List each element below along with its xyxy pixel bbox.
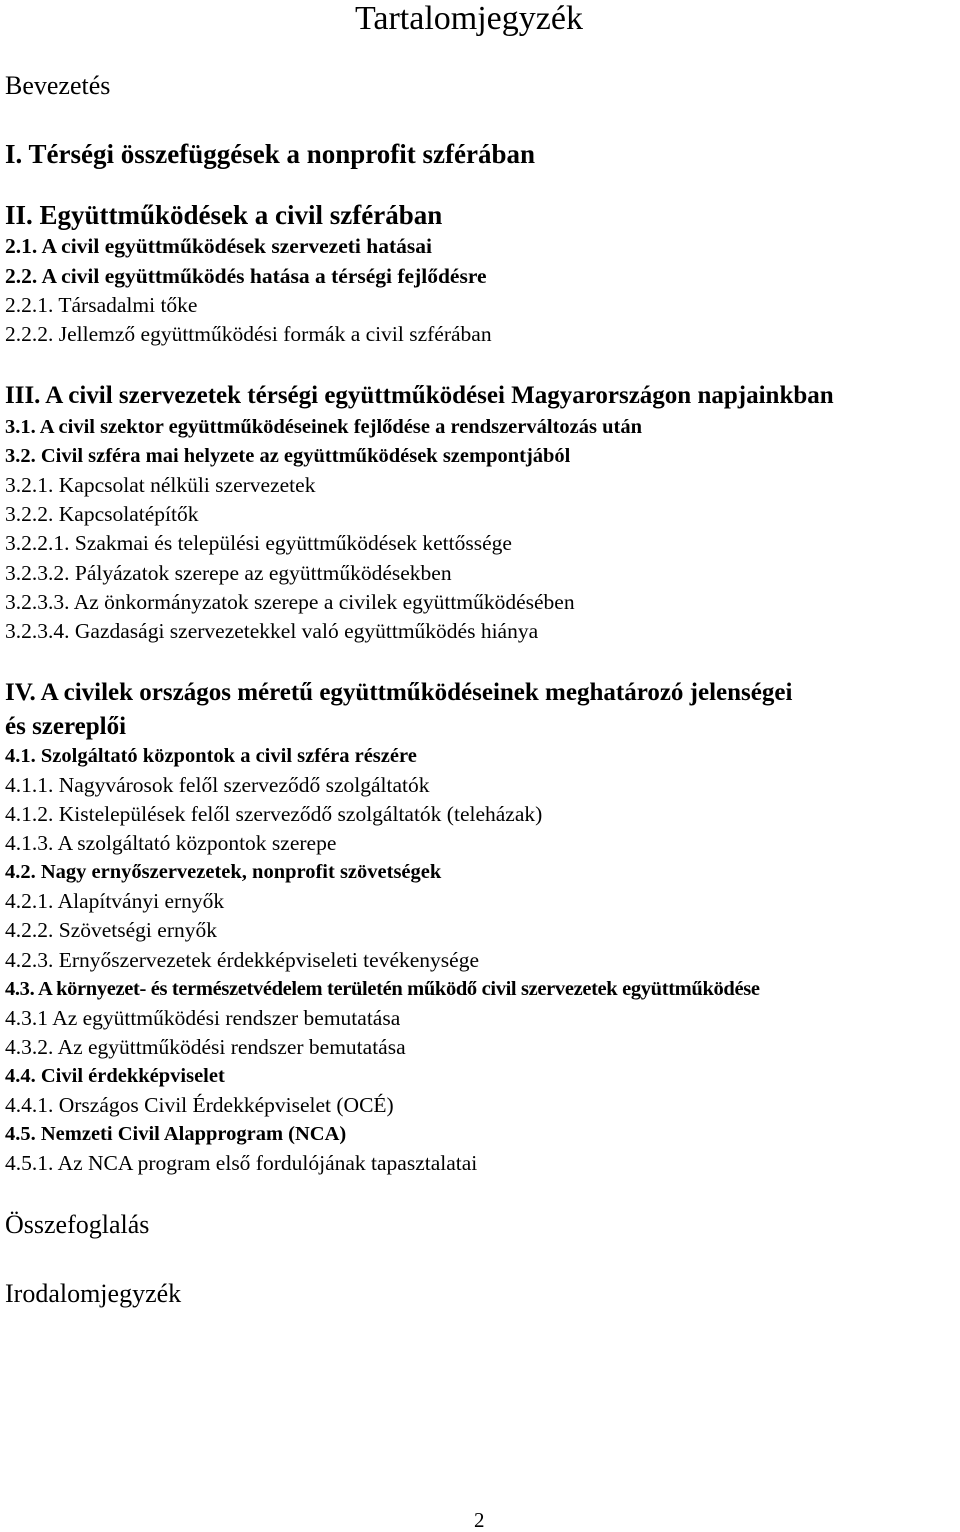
- toc-section-3-2: 3.2. Civil szféra mai helyzete az együttműködések szempontjából: [5, 445, 571, 467]
- toc-entry-summary: Összefoglalás: [5, 1210, 150, 1239]
- toc-section-3-1: 3.1. A civil szektor együttműködéseinek fejlődése a rendszerváltozás után: [5, 416, 642, 438]
- toc-subsection-4-2-3: 4.2.3. Ernyőszervezetek érdekképviseleti tevékenysége: [5, 948, 479, 972]
- toc-chapter-4: IV. A civilek országos méretű együttműködéseinek meghatározó jelenségei: [5, 679, 793, 706]
- toc-section-2-1: 2.1. A civil együttműködések szervezeti hatásai: [5, 234, 432, 258]
- toc-subsection-4-2-1: 4.2.1. Alapítványi ernyők: [5, 889, 225, 913]
- page-title: Tartalomjegyzék: [355, 0, 583, 37]
- toc-chapter-2: II. Együttműködések a civil szférában: [5, 200, 443, 230]
- toc-chapter-3: III. A civil szervezetek térségi együttműködései Magyarországon napjainkban: [5, 382, 834, 409]
- toc-chapter-4-continued: és szereplői: [5, 713, 127, 740]
- toc-subsection-2-2-1: 2.2.1. Társadalmi tőke: [5, 293, 198, 317]
- toc-section-4-5: 4.5. Nemzeti Civil Alapprogram (NCA): [5, 1123, 347, 1145]
- toc-subsection-4-1-1: 4.1.1. Nagyvárosok felől szerveződő szolgáltatók: [5, 773, 430, 797]
- toc-subsection-4-3-1: 4.3.1 Az együttműködési rendszer bemutatása: [5, 1006, 401, 1030]
- toc-section-4-3: 4.3. A környezet- és természetvédelem területén működő civil szervezetek együttműködése: [5, 978, 760, 1000]
- toc-subsection-4-5-1: 4.5.1. Az NCA program első fordulójának tapasztalatai: [5, 1151, 478, 1175]
- toc-subsection-4-2-2: 4.2.2. Szövetségi ernyők: [5, 918, 217, 942]
- toc-section-2-2: 2.2. A civil együttműködés hatása a térségi fejlődésre: [5, 264, 487, 288]
- toc-subsection-3-2-3-2: 3.2.3.2. Pályázatok szerepe az együttműködésekben: [5, 561, 452, 585]
- toc-subsection-3-2-2: 3.2.2. Kapcsolatépítők: [5, 502, 199, 526]
- toc-section-4-2: 4.2. Nagy ernyőszervezetek, nonprofit szövetségek: [5, 861, 442, 883]
- toc-subsection-3-2-3-3: 3.2.3.3. Az önkormányzatok szerepe a civilek együttműködésében: [5, 590, 575, 614]
- toc-entry-bibliography: Irodalomjegyzék: [5, 1279, 182, 1308]
- toc-section-4-1: 4.1. Szolgáltató központok a civil szféra részére: [5, 745, 417, 767]
- toc-subsection-4-1-3: 4.1.3. A szolgáltató központok szerepe: [5, 831, 337, 855]
- toc-subsection-3-2-3-4: 3.2.3.4. Gazdasági szervezetekkel való együttműködés hiánya: [5, 619, 539, 643]
- page-number: 2: [474, 1508, 485, 1532]
- toc-subsection-4-1-2: 4.1.2. Kistelepülések felől szerveződő szolgáltatók (teleházak): [5, 802, 543, 826]
- toc-subsection-4-4-1: 4.4.1. Országos Civil Érdekképviselet (OCÉ): [5, 1093, 394, 1117]
- toc-entry-introduction: Bevezetés: [5, 71, 111, 100]
- toc-section-4-4: 4.4. Civil érdekképviselet: [5, 1065, 225, 1087]
- toc-subsection-3-2-1: 3.2.1. Kapcsolat nélküli szervezetek: [5, 473, 316, 497]
- toc-subsection-2-2-2: 2.2.2. Jellemző együttműködési formák a civil szférában: [5, 322, 492, 346]
- toc-subsection-4-3-2: 4.3.2. Az együttműködési rendszer bemutatása: [5, 1035, 406, 1059]
- toc-chapter-1: I. Térségi összefüggések a nonprofit szférában: [5, 139, 535, 169]
- toc-subsection-3-2-2-1: 3.2.2.1. Szakmai és települési együttműködések kettőssége: [5, 531, 512, 555]
